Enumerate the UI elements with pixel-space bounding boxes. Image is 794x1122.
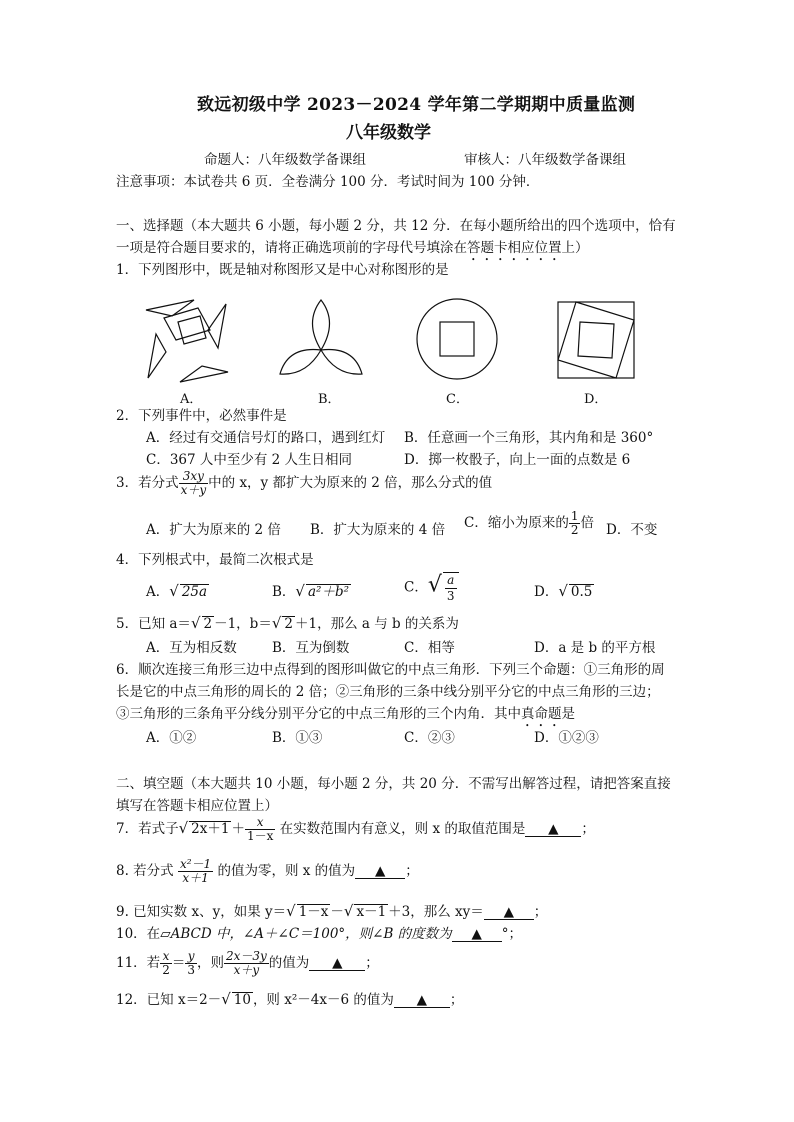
q11-end: ； (365, 955, 379, 971)
q11-num3: 2x－3y (225, 949, 267, 963)
q3-option-a: A．扩大为原来的 2 倍 (146, 522, 281, 538)
q1-label-b: B． (318, 392, 341, 407)
q6-line3-dot: 真命题 (521, 706, 562, 722)
q11-post: 的值为 (268, 955, 310, 971)
q11-fraction2 (185, 950, 197, 977)
sqrt-symbol: √ (286, 902, 296, 920)
section1-heading-line1: 一、选择题（本大题共 6 小题，每小题 2 分，共 12 分．在每小题所给出的四个选项中，恰有 (116, 218, 676, 234)
q8-fraction (178, 858, 213, 885)
q1-d-outer-square (558, 302, 634, 378)
q6-line3-post: 是 (561, 706, 575, 722)
section2-heading-line2: 填写在答题卡相应位置上） (116, 798, 278, 814)
q3-stem (116, 470, 492, 497)
q11-eq: ＝ (171, 955, 186, 971)
q1-figure-a (142, 296, 232, 386)
q9-rad2: x－1 (356, 904, 387, 920)
sqrt-symbol: √ (271, 614, 282, 632)
q1-b-petal-top (313, 300, 330, 350)
q3-numerator: 3xy (179, 470, 209, 484)
q8-stem (116, 858, 419, 885)
q4-c-numerator: a (445, 573, 457, 589)
q11-pre: 11．若 (116, 955, 161, 971)
q11-fraction3 (224, 950, 269, 977)
section2-heading-line1: 二、填空题（本大题共 10 小题，每小题 2 分，共 20 分．不需写出解答过程，请把答案直接 (116, 776, 671, 792)
q3-fraction (179, 470, 209, 497)
q1-a-tri-left (148, 334, 166, 378)
sqrt-symbol: √ (558, 582, 568, 600)
q3-option-d: D．不变 (606, 522, 658, 538)
q4-a-radicand: 25a (181, 584, 208, 600)
q1-a-tri-right (208, 304, 226, 348)
sqrt-symbol: √ (221, 990, 231, 1008)
q1-label-d: D． (584, 392, 608, 407)
q10-stem (116, 922, 522, 942)
q12-pre: 12．已知 x＝2－ (116, 992, 222, 1008)
q3-post: 中的 x，y 都扩大为原来的 2 倍，那么分式的值 (208, 475, 493, 491)
q1-d-tilted-lines (558, 302, 634, 378)
exam-notice: 注意事项：本试卷共 6 页．全卷满分 100 分．考试时间为 100 分钟． (116, 174, 540, 190)
q5-option-a: A．互为相反数 (146, 640, 237, 656)
q6-line1: 6．顺次连接三角形三边中点得到的图形叫做它的中点三角形．下列三个命题：①三角形的周 (116, 662, 665, 678)
q3-c-denominator: 2 (570, 523, 579, 537)
q11-den3: x＋y (233, 963, 260, 977)
q11-den1: 2 (162, 963, 170, 977)
q4-c-label: C． (404, 579, 428, 596)
q2-stem: 2．下列事件中，必然事件是 (116, 408, 287, 424)
q12-post: ，则 x²－4x－6 的值为 (252, 992, 394, 1008)
q4-b-label: B． (272, 584, 296, 600)
sqrt-symbol: √ (295, 582, 305, 600)
q1-c-square (440, 322, 474, 356)
sqrt-symbol: √ (190, 614, 201, 632)
q8-end: ； (405, 863, 419, 879)
q1-c-circle (417, 299, 497, 379)
q10-post: ABCD 中，∠A＋∠C＝100°，则∠B 的度数为 (170, 926, 452, 942)
q3-pre: 3．若分式 (116, 475, 179, 491)
q5-pre: 5．已知 a＝ (116, 616, 191, 632)
q9-rad1: 1－x (298, 904, 329, 920)
parallelogram-icon: ▱ (160, 926, 171, 942)
q1-a-center-square (164, 308, 210, 340)
sqrt-symbol: √ (178, 819, 189, 837)
q5-option-b: B．互为倒数 (272, 640, 350, 656)
q9-post: ＋3，那么 xy＝ (388, 904, 484, 920)
q9-end: ； (533, 904, 548, 920)
q4-b-radicand: a²＋b² (307, 584, 349, 600)
section1-heading-pre: 一项是符合题目要求的，请将正确选项前的字母代号填涂在 (116, 240, 467, 256)
q9-mid: － (330, 904, 344, 920)
q3-option-c (464, 510, 594, 537)
section1-heading-dot: 答题卡相应位置 (467, 240, 562, 256)
q6-line3-pre: ③三角形的三条角平分线分别平分它的中点三角形的三个内角．其中 (116, 706, 521, 722)
q9-answer-blank[interactable]: ▲ (484, 905, 534, 920)
q8-denominator: x＋1 (182, 871, 209, 885)
q7-fraction (245, 816, 275, 843)
q7-numerator: x (245, 816, 275, 830)
q3-c-pre: C．缩小为原来的 (464, 515, 569, 531)
q1-figure-b (276, 296, 366, 382)
q6-option-d: D．①②③ (534, 730, 599, 746)
sqrt-symbol: √ (169, 582, 179, 600)
q11-answer-blank[interactable]: ▲ (309, 956, 365, 971)
q10-answer-blank[interactable]: ▲ (452, 927, 502, 942)
q4-option-d (534, 580, 594, 600)
q6-option-a: A．①② (146, 730, 197, 746)
exam-title: 致远初级中学 2023－2024 学年第二学期期中质量监测 (197, 95, 636, 115)
q7-radicand: 2x＋1 (191, 821, 230, 837)
q3-c-post: 倍 (580, 515, 594, 531)
q11-stem (116, 950, 379, 977)
section1-heading-post: 上） (561, 240, 589, 256)
q1-a-tri-top (146, 300, 194, 316)
q1-b-petal-left (280, 350, 321, 375)
sqrt-symbol: √ (427, 572, 442, 598)
q5-rad2: 2 (284, 616, 293, 632)
q12-radicand: 10 (233, 992, 251, 1008)
q1-d-inner-square (578, 322, 614, 358)
q8-pre: 8. 若分式 (116, 863, 178, 879)
q7-answer-blank[interactable]: ▲ (525, 822, 581, 837)
q2-option-b: B．任意画一个三角形，其内角和是 360° (404, 430, 654, 446)
q9-stem (116, 900, 547, 920)
q1-b-petal-right (321, 350, 362, 375)
exam-reviewer: 审核人：八年级数学备课组 (464, 152, 626, 168)
q3-option-b: B．扩大为原来的 4 倍 (310, 522, 446, 538)
q7-post: 在实数范围内有意义，则 x 的取值范围是 (275, 821, 526, 837)
q4-option-a (146, 580, 209, 600)
sqrt-symbol: √ (343, 902, 354, 920)
q5-stem (116, 612, 459, 632)
q6-line2: 长是它的中点三角形的周长的 2 倍；②三角形的三条中线分别平分它的中点三角形的三边； (116, 684, 660, 700)
q5-rad1: 2 (203, 616, 213, 632)
q3-c-numerator: 1 (570, 509, 579, 523)
q6-option-c: C．②③ (404, 730, 455, 746)
q9-pre: 9. 已知实数 x、y，如果 y＝ (116, 904, 287, 920)
q11-num1: x (160, 950, 172, 964)
q1-stem: 1．下列图形中，既是轴对称图形又是中心对称图形的是 (116, 262, 449, 278)
q7-stem (116, 816, 595, 843)
q4-a-label: A． (146, 584, 170, 600)
q7-plus: ＋ (231, 821, 245, 837)
q7-pre: 7．若式子 (116, 821, 179, 837)
q3-denominator: x＋y (180, 483, 207, 497)
q12-stem (116, 988, 463, 1008)
q1-a-tri-bottom (180, 366, 228, 382)
q1-figure-c (414, 296, 500, 382)
q8-post: 的值为零，则 x 的值为 (213, 863, 356, 879)
q11-num2: y (185, 950, 197, 964)
q11-fraction1 (160, 950, 172, 977)
q11-den2: 3 (187, 963, 195, 977)
q4-stem: 4．下列根式中，最简二次根式是 (116, 552, 314, 568)
q1-figure-d (556, 300, 636, 380)
q2-option-c: C．367 人中至少有 2 人生日相同 (146, 452, 353, 468)
exam-subtitle: 八年级数学 (346, 123, 431, 143)
q3-c-fraction (569, 510, 581, 537)
q5-option-c: C．相等 (404, 640, 455, 656)
q10-pre: 10．在 (116, 926, 161, 942)
q6-option-b: B．①③ (272, 730, 323, 746)
q12-answer-blank[interactable]: ▲ (394, 993, 450, 1008)
q2-option-a: A．经过有交通信号灯的路口，遇到红灯 (146, 430, 386, 446)
q5-option-d: D．a 是 b 的平方根 (534, 640, 656, 656)
q2-option-d: D．掷一枚骰子，向上一面的点数是 6 (404, 452, 631, 468)
q1-label-c: C． (446, 392, 469, 407)
q4-d-radicand: 0.5 (570, 584, 593, 600)
q8-numerator: x²－1 (179, 857, 212, 871)
q4-option-c (404, 572, 459, 604)
exam-author: 命题人：八年级数学备课组 (204, 152, 366, 168)
q1-a-inner-square (178, 316, 206, 344)
q8-answer-blank[interactable]: ▲ (355, 864, 405, 879)
q7-denominator: 1－x (246, 829, 274, 843)
q10-end: °； (501, 926, 522, 942)
q5-post: ＋1，那么 a 与 b 的关系为 (294, 616, 459, 632)
q4-d-label: D． (534, 584, 559, 600)
q1-label-a: A． (180, 392, 203, 407)
q5-mid: －1，b＝ (214, 616, 272, 632)
q4-option-b (272, 580, 351, 600)
q4-c-fraction (443, 572, 459, 604)
q11-mid: ，则 (196, 955, 224, 971)
q4-c-denominator: 3 (446, 589, 455, 603)
q12-end: ； (449, 992, 464, 1008)
q7-end: ； (581, 821, 595, 837)
